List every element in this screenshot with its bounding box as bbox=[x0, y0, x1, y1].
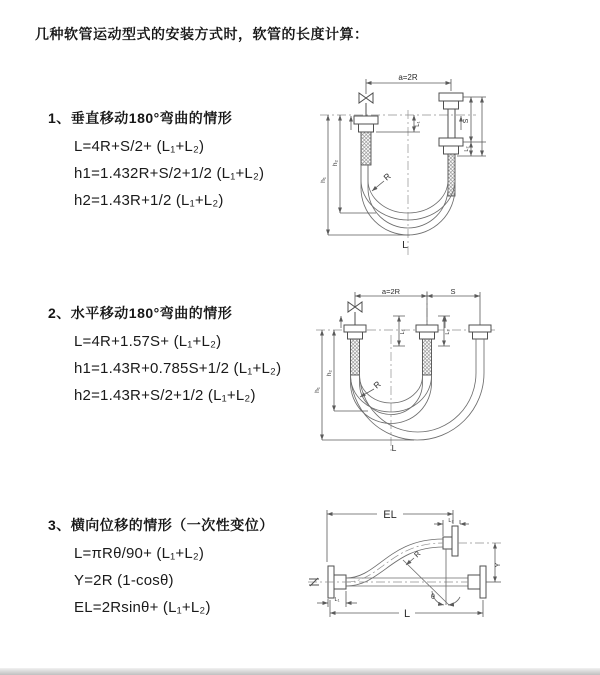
fixed-end-flange bbox=[354, 116, 378, 165]
label-l2: L₂ bbox=[464, 146, 470, 152]
formula-h2: h2=1.43R+1/2 (L₁+L₂) bbox=[74, 192, 224, 209]
dimension-h1 bbox=[314, 330, 414, 440]
diagram-lateral-displacement bbox=[303, 500, 598, 635]
radius-callout bbox=[372, 171, 393, 191]
label-a-2r: a=2R bbox=[398, 73, 418, 82]
label-l2: L₂ bbox=[448, 518, 454, 524]
label-l2: L₂ bbox=[445, 329, 451, 335]
valve-icon bbox=[359, 93, 373, 116]
formula-L: L=πRθ/90+ (L₁+L₂) bbox=[74, 545, 205, 562]
displaced-hose-s-curve bbox=[346, 539, 443, 586]
moving-end-flange bbox=[439, 93, 463, 196]
hose-u-arcs bbox=[351, 355, 485, 440]
label-r: R bbox=[371, 378, 383, 391]
braided-hose-section bbox=[423, 339, 432, 375]
scan-edge-artifact bbox=[0, 668, 600, 675]
moving-end-flange-position-1 bbox=[416, 325, 438, 375]
fixed-end-flange bbox=[344, 325, 366, 375]
dimension-h2 bbox=[326, 330, 368, 411]
section-2-formulas bbox=[74, 328, 281, 409]
dimension-l1-end bbox=[317, 591, 357, 607]
section-1-heading: 1、垂直移动180°弯曲的情形 bbox=[48, 110, 233, 126]
braided-hose-section bbox=[351, 339, 360, 375]
formula-L: L=4R+S/2+ (L₁+L₂) bbox=[74, 138, 205, 155]
displaced-end-flange bbox=[443, 526, 458, 556]
dimension-a-2r-and-s bbox=[355, 287, 480, 325]
centerlines bbox=[316, 291, 496, 451]
radius-callout bbox=[406, 549, 423, 565]
section-2-heading: 2、水平移动180°弯曲的情形 bbox=[48, 305, 233, 321]
dimension-y bbox=[486, 543, 502, 582]
page-title: 几种软管运动型式的安装方式时，软管的长度计算： bbox=[35, 26, 369, 42]
label-r: R bbox=[381, 170, 393, 183]
section-3-heading: 3、横向位移的情形（一次性变位） bbox=[48, 517, 274, 533]
section-horizontal-movement bbox=[48, 303, 281, 409]
label-s: S bbox=[450, 287, 456, 296]
section-lateral-displacement bbox=[48, 515, 274, 621]
braided-hose-section bbox=[361, 132, 371, 165]
formula-EL: EL=2Rsinθ+ (L₁+L₂) bbox=[74, 599, 211, 616]
dimension-l1-fixed-end bbox=[376, 115, 421, 132]
label-l-length: L bbox=[402, 239, 408, 251]
formula-h1: h1=1.43R+0.785S+1/2 (L₁+L₂) bbox=[74, 360, 282, 377]
moving-end-flange-position-2 bbox=[469, 325, 491, 355]
label-el: EL bbox=[383, 509, 397, 521]
label-h1: h₁ bbox=[314, 387, 321, 393]
label-h1: h₁ bbox=[320, 177, 327, 183]
formula-Y: Y=2R (1-cosθ) bbox=[74, 572, 174, 589]
diagram-horizontal-180-bend bbox=[310, 283, 598, 458]
label-r: R bbox=[412, 549, 423, 560]
label-l-length: L bbox=[391, 443, 397, 453]
label-l-length: L bbox=[403, 608, 411, 620]
label-l1: L₁ bbox=[415, 121, 421, 127]
label-h2: h₂ bbox=[332, 159, 339, 167]
label-h2: h₂ bbox=[326, 369, 333, 377]
section-vertical-movement bbox=[48, 108, 264, 214]
label-a-2r: a=2R bbox=[381, 287, 401, 296]
label-y: Y bbox=[495, 562, 502, 568]
formula-h1: h1=1.432R+S/2+1/2 (L₁+L₂) bbox=[74, 165, 265, 182]
section-1-formulas bbox=[74, 133, 264, 214]
label-l1: L₁ bbox=[334, 597, 340, 603]
formula-L: L=4R+1.57S+ (L₁+L₂) bbox=[74, 333, 222, 350]
angle-theta-construction bbox=[403, 549, 460, 605]
dimension-el bbox=[327, 509, 453, 562]
label-theta: θ bbox=[431, 594, 435, 601]
diagram-vertical-180-bend bbox=[314, 68, 596, 264]
label-s: S bbox=[463, 118, 470, 124]
section-3-formulas bbox=[74, 540, 274, 621]
label-l1: L₁ bbox=[400, 329, 406, 335]
formula-h2: h2=1.43R+S/2+1/2 (L₁+L₂) bbox=[74, 387, 256, 404]
dimension-a-2r bbox=[366, 73, 451, 94]
